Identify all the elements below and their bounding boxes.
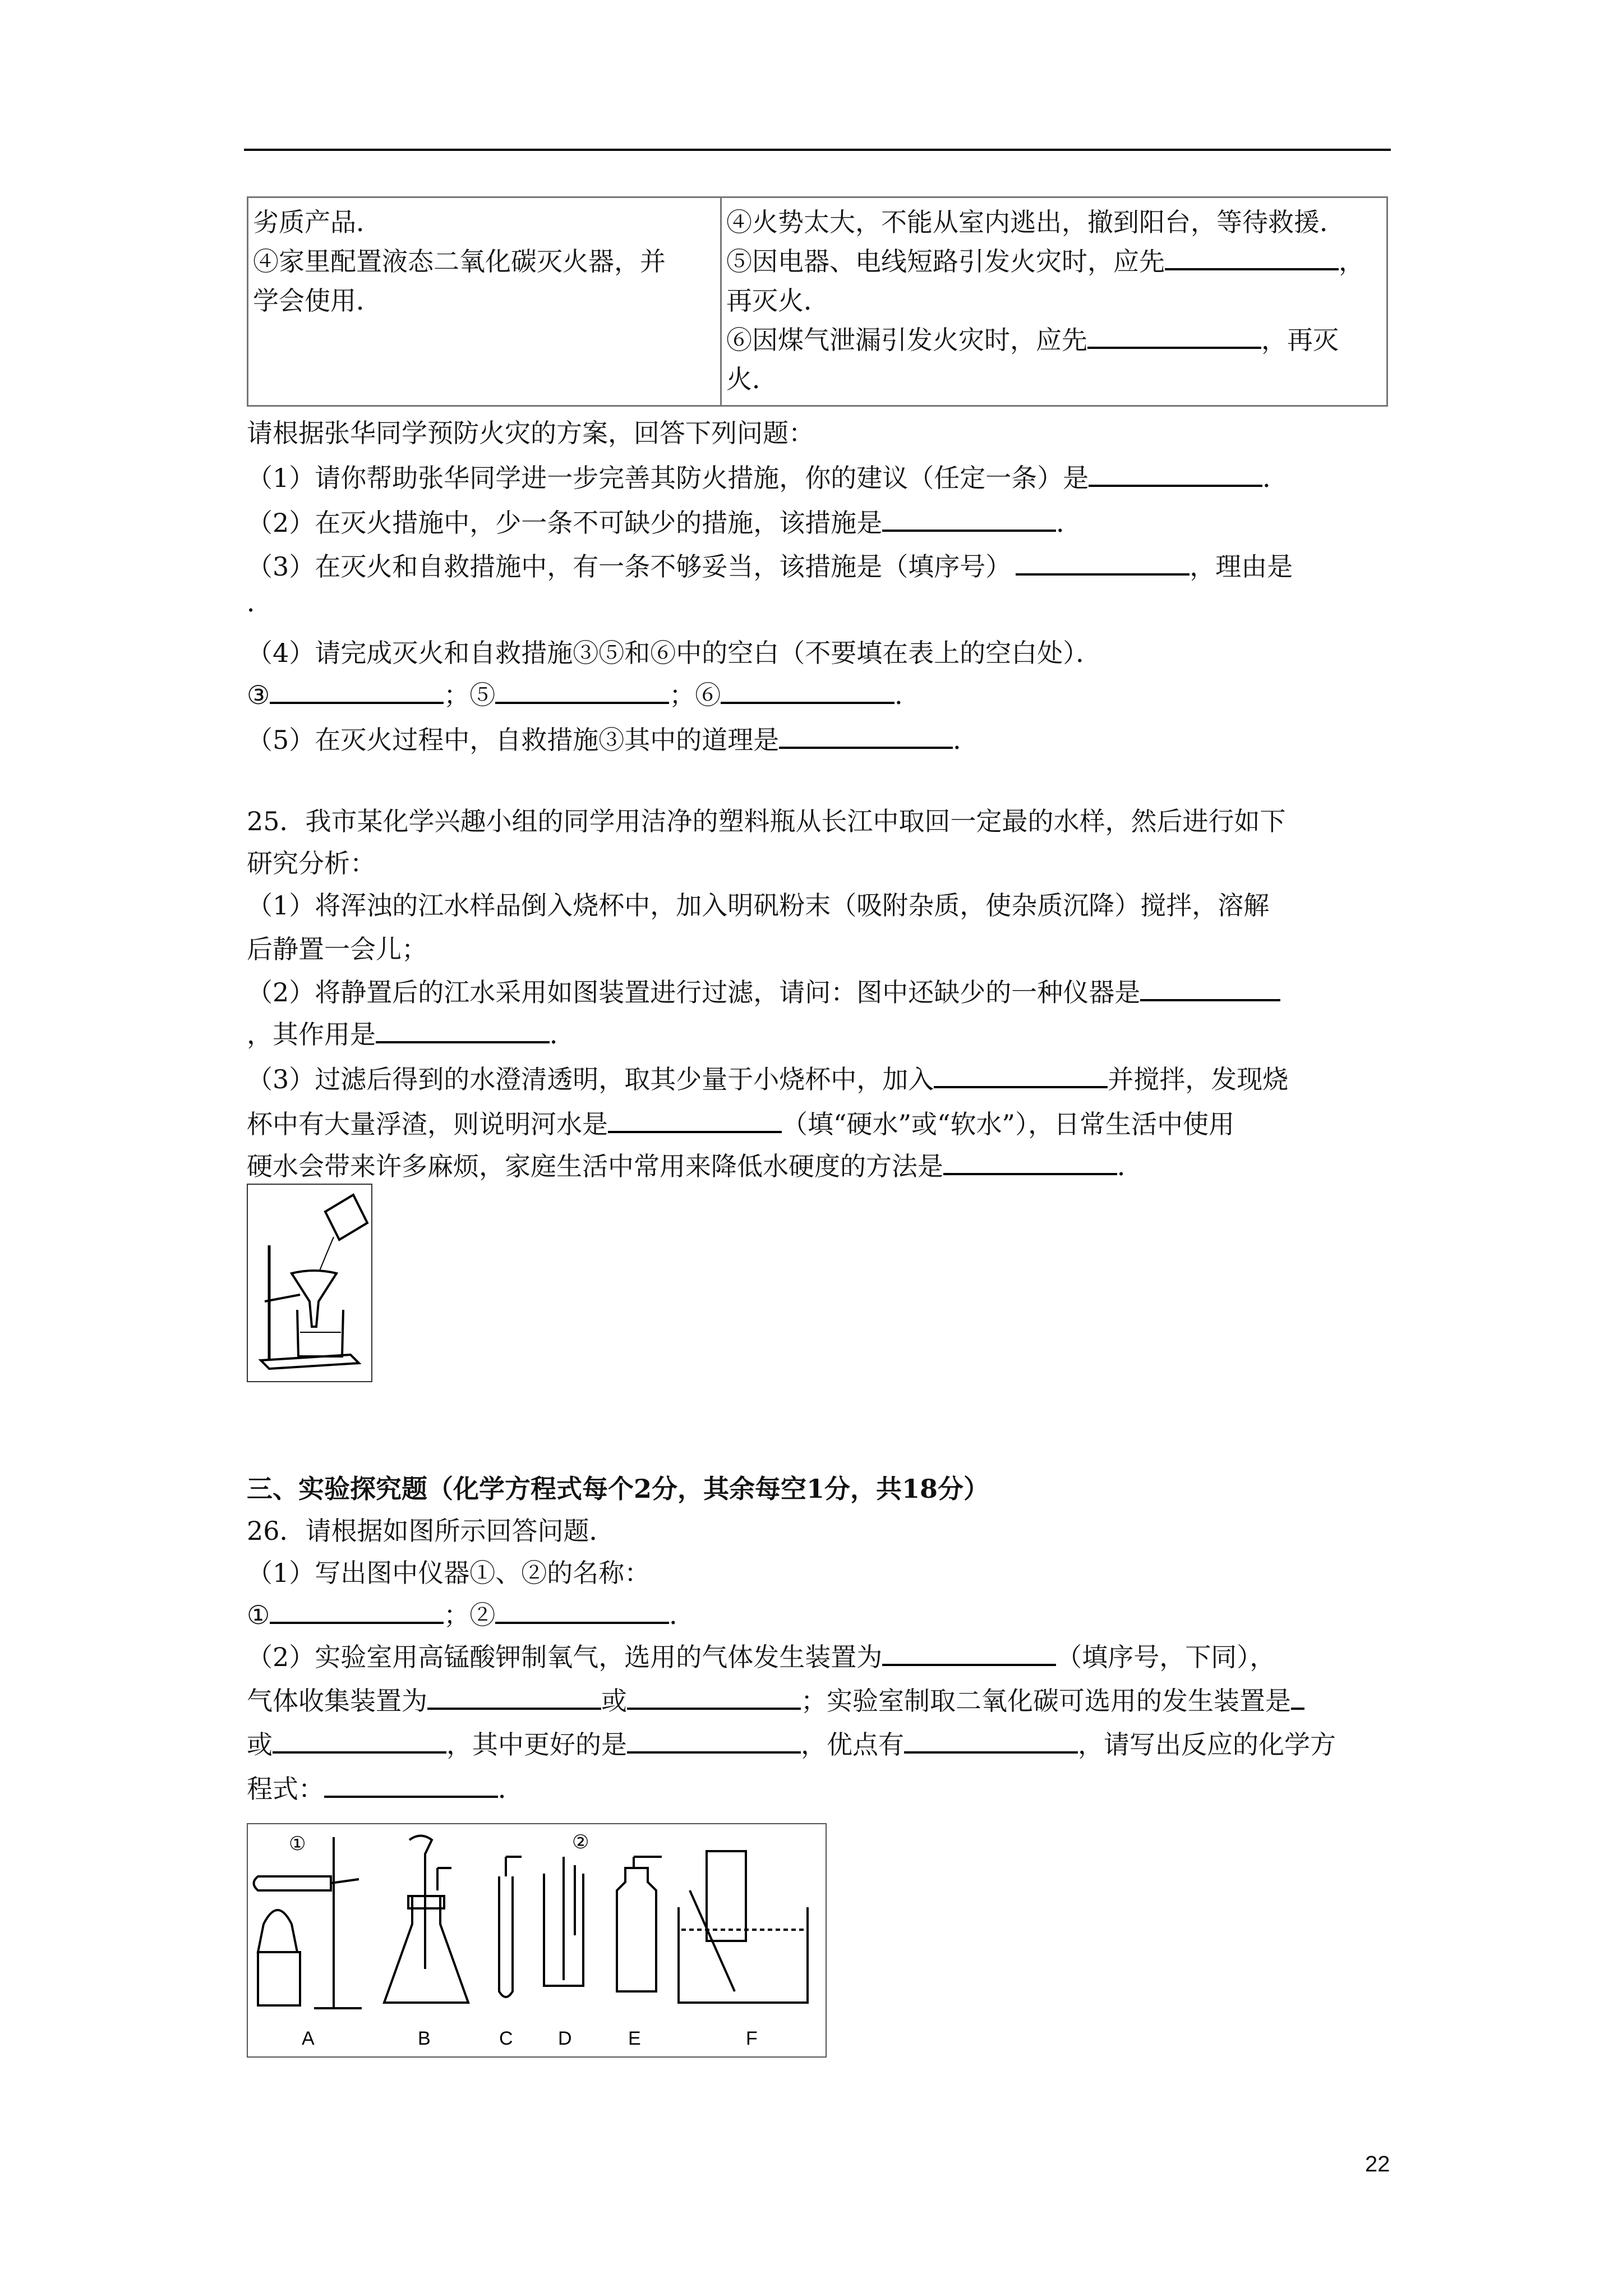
gas-apparatus-figure	[247, 1823, 827, 2059]
apparatus-label-a: A	[302, 2028, 315, 2049]
text: ．	[895, 680, 921, 710]
text: ．	[953, 725, 979, 755]
text: ．	[669, 1600, 695, 1630]
text: （3）在灭火和自救措施中，有一条不够妥当，该措施是（填序号）	[247, 551, 1012, 582]
q25-line	[247, 1015, 575, 1053]
table-left-cell	[248, 198, 722, 405]
text: ，再灭	[1261, 325, 1339, 355]
q25-line	[247, 1105, 1234, 1143]
q24-part2	[247, 504, 1082, 542]
text: 程式：	[247, 1774, 324, 1804]
table-right-line: ④火势太大，不能从室内逃出，撤到阳台，等待救援．	[726, 207, 1345, 237]
text: （2）实验室用高锰酸钾制氧气，选用的气体发生装置为	[247, 1642, 883, 1672]
apparatus-mark-1: ①	[289, 1833, 306, 1855]
answer-blank[interactable]	[721, 677, 895, 704]
q24-part4: （4）请完成灭火和自救措施③⑤和⑥中的空白（不要填在表上的空白处）．	[247, 638, 1102, 668]
text: ①	[247, 1600, 270, 1630]
answer-blank[interactable]	[1016, 549, 1189, 576]
answer-blank[interactable]	[934, 1061, 1108, 1088]
section-3-heading: 三、实验探究题（化学方程式每个2分，其余每空1分，共18分）	[247, 1474, 990, 1504]
text: ，优点有	[801, 1729, 904, 1760]
answer-blank[interactable]	[627, 1727, 801, 1754]
text: ⑤	[469, 680, 496, 710]
table-right-line: 火．	[726, 364, 778, 394]
answer-blank[interactable]	[882, 505, 1056, 532]
figure-frame	[247, 1184, 372, 1382]
answer-blank[interactable]	[376, 1016, 550, 1043]
text: ．	[1117, 1151, 1143, 1181]
apparatus-label-e: E	[628, 2028, 641, 2049]
q26-line	[247, 1682, 1304, 1720]
text: ，	[1339, 246, 1364, 277]
q25-line	[247, 973, 1280, 1011]
page-number: 22	[1365, 2152, 1390, 2177]
q26-line: 26．请根据如图所示回答问题．	[247, 1516, 615, 1546]
answer-blank[interactable]	[1087, 322, 1261, 349]
text: 或	[247, 1729, 273, 1760]
text: （1）请你帮助张华同学进一步完善其防火措施，你的建议（任定一条）是	[247, 463, 1089, 493]
answer-blank[interactable]	[324, 1771, 498, 1798]
q25-line: 25．我市某化学兴趣小组的同学用洁净的塑料瓶从长江中取回一定最的水样，然后进行如下	[247, 806, 1286, 836]
answer-blank[interactable]	[1165, 243, 1339, 270]
q25-line: 后静置一会儿；	[247, 934, 427, 964]
apparatus-mark-2: ②	[572, 1831, 589, 1853]
answer-blank[interactable]	[1140, 974, 1280, 1001]
answer-blank[interactable]	[904, 1727, 1078, 1754]
answer-blank[interactable]	[270, 1597, 444, 1624]
apparatus-label-f: F	[746, 2028, 758, 2049]
text: 硬水会带来许多麻烦，家庭生活中常用来降低水硬度的方法是	[247, 1151, 943, 1181]
table-left-line: ④家里配置液态二氧化碳灭火器，并	[253, 246, 666, 277]
text: ②	[469, 1600, 496, 1630]
answer-blank[interactable]	[943, 1148, 1117, 1175]
text: ．	[550, 1019, 575, 1050]
q24-part1	[247, 459, 1288, 497]
text: ，其中更好的是	[446, 1729, 627, 1760]
answer-blank[interactable]	[495, 1597, 669, 1624]
text: （2）在灭火措施中，少一条不可缺少的措施，该措施是	[247, 508, 883, 538]
filtration-apparatus-figure	[247, 1184, 373, 1383]
answer-blank[interactable]	[882, 1639, 1056, 1666]
table-right-cell	[722, 198, 1386, 405]
answer-blank[interactable]	[495, 677, 669, 704]
q26-line	[247, 1726, 1336, 1764]
text: ；	[444, 680, 470, 710]
q24-part3	[247, 547, 1293, 586]
text: ，理由是	[1189, 551, 1293, 582]
q25-line: （1）将浑浊的江水样品倒入烧杯中，加入明矾粉末（吸附杂质，使杂质沉降）搅拌，溶解	[247, 890, 1270, 921]
text: ⑥	[695, 680, 721, 710]
answer-blank[interactable]	[1291, 1683, 1304, 1710]
table-left-line: 学会使用．	[253, 286, 382, 316]
table-left-line: 劣质产品．	[253, 207, 382, 237]
text: （填“硬水”或“软水”），日常生活中使用	[782, 1109, 1235, 1139]
text: ；	[669, 680, 695, 710]
text: （2）将静置后的江水采用如图装置进行过滤，请问：图中还缺少的一种仪器是	[247, 977, 1141, 1007]
text: ；	[444, 1600, 470, 1630]
q24-part4-blanks	[247, 676, 920, 714]
answer-blank[interactable]	[627, 1683, 801, 1710]
text: （5）在灭火过程中，自救措施③其中的道理是	[247, 725, 780, 755]
text: ，请写出反应的化学方	[1078, 1729, 1336, 1760]
answer-blank[interactable]	[427, 1683, 601, 1710]
table-right-line	[726, 242, 1382, 281]
text: 或	[601, 1686, 627, 1716]
answer-blank[interactable]	[779, 722, 953, 749]
apparatus-label-b: B	[418, 2028, 431, 2049]
text: ．	[1056, 508, 1082, 538]
text: （填序号，下同），	[1056, 1642, 1276, 1672]
text: 并搅拌，发现烧	[1108, 1064, 1289, 1094]
text: 气体收集装置为	[247, 1686, 427, 1716]
text: ．	[1262, 463, 1289, 493]
q24-part5	[247, 721, 979, 759]
answer-blank[interactable]	[273, 1727, 446, 1754]
text: 杯中有大量浮渣，则说明河水是	[247, 1109, 608, 1139]
apparatus-label-d: D	[558, 2028, 572, 2049]
text: ．	[498, 1774, 524, 1804]
q24-part3-end: ．	[247, 587, 273, 618]
apparatus-label-c: C	[499, 2028, 513, 2049]
q25-line	[247, 1060, 1288, 1098]
q26-line	[247, 1638, 1275, 1676]
q26-line	[247, 1770, 524, 1808]
q24-intro: 请根据张华同学预防火灾的方案，回答下列问题：	[247, 418, 814, 448]
header-rule	[244, 149, 1391, 151]
table-right-line	[726, 320, 1382, 360]
text: ⑤因电器、电线短路引发火灾时，应先	[726, 246, 1165, 277]
q26-line	[247, 1596, 695, 1634]
q25-line	[247, 1147, 1143, 1185]
answer-blank[interactable]	[270, 677, 444, 704]
q26-line: （1）写出图中仪器①、②的名称：	[247, 1558, 651, 1588]
measures-table	[247, 196, 1388, 407]
answer-blank[interactable]	[608, 1106, 782, 1133]
text: ，其作用是	[247, 1019, 376, 1050]
answer-blank[interactable]	[1089, 460, 1262, 487]
table-right-line: 再灭火．	[726, 286, 829, 316]
q25-line: 研究分析：	[247, 848, 376, 878]
text: ⑥因煤气泄漏引发火灾时，应先	[726, 325, 1087, 355]
text: ③	[247, 680, 270, 710]
text: ；实验室制取二氧化碳可选用的发生装置是	[801, 1686, 1291, 1716]
text: （3）过滤后得到的水澄清透明，取其少量于小烧杯中，加入	[247, 1064, 934, 1094]
